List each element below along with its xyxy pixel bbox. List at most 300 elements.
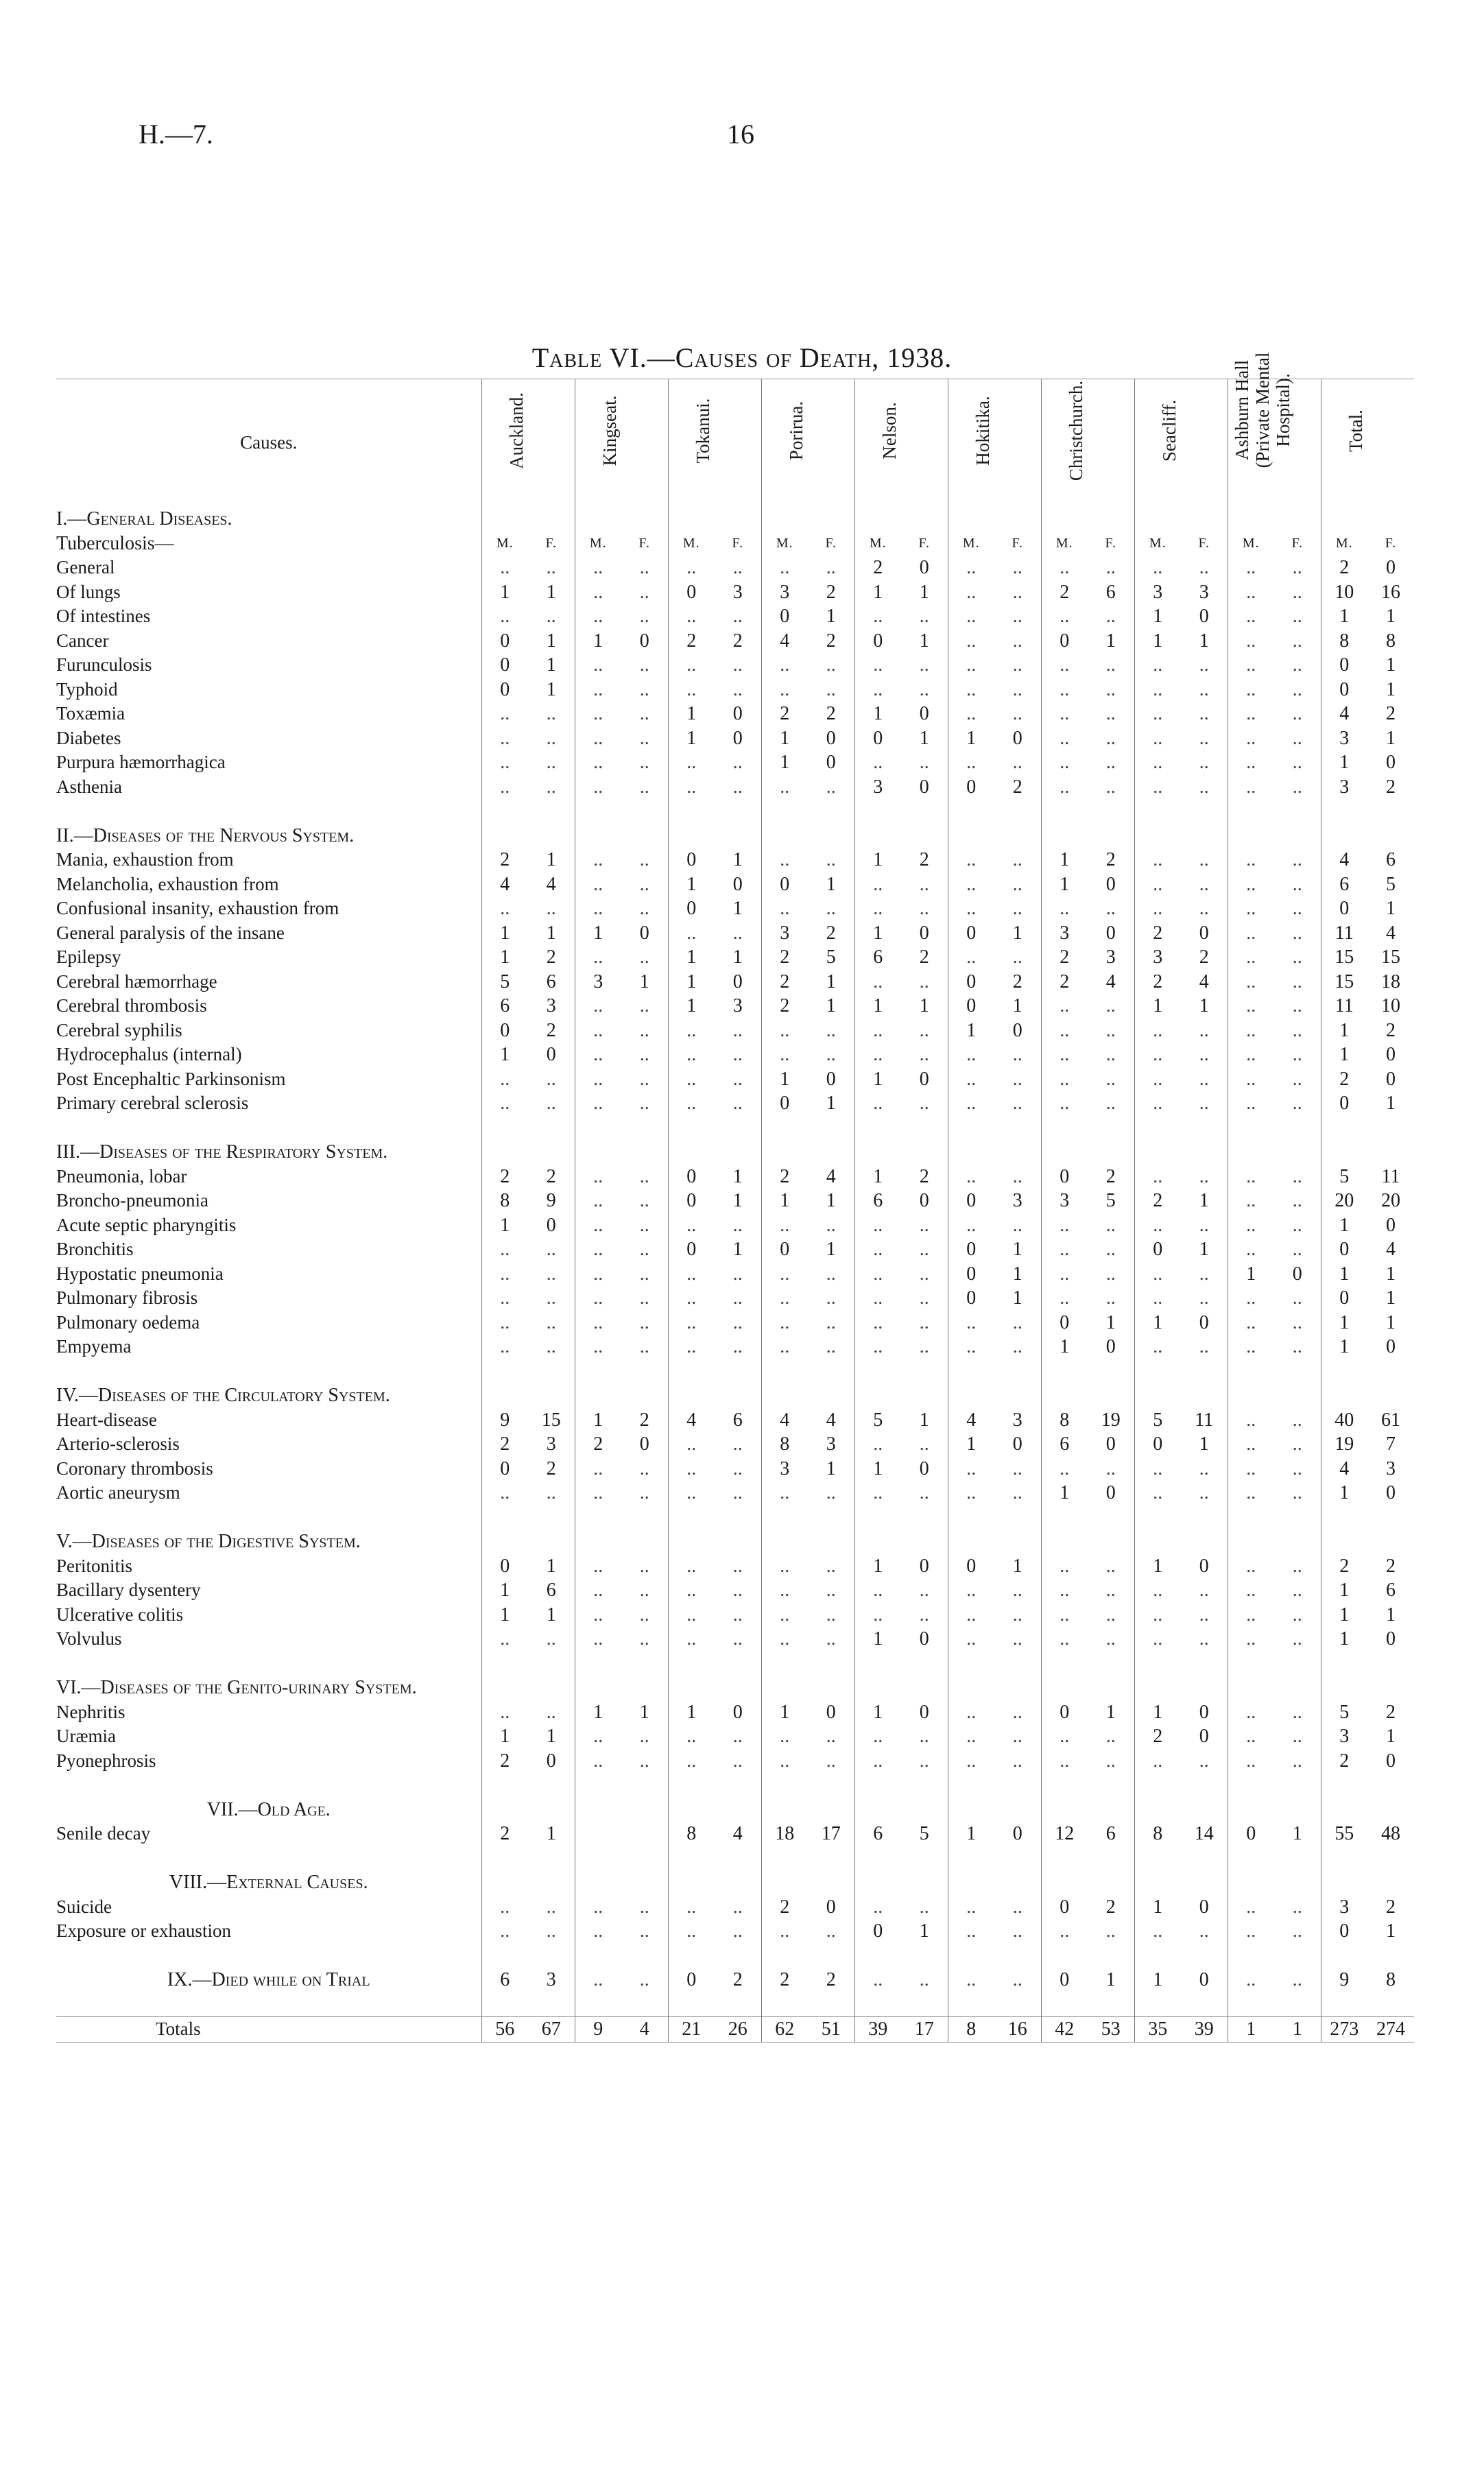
value-m: .. (575, 1724, 621, 1749)
value-f: .. (732, 1896, 743, 1918)
spacer-cell (1088, 1944, 1134, 1968)
spacer-cell (1181, 799, 1228, 824)
value-f: 8 (1386, 1969, 1396, 1990)
cause-row (56, 678, 1414, 702)
value-f: .. (1199, 752, 1209, 773)
totals-row (56, 2017, 1414, 2043)
value-m: .. (481, 726, 528, 751)
value-f: 0 (1199, 1896, 1209, 1918)
value-m: 8 (481, 1189, 528, 1213)
value-m: 1 (1321, 1481, 1367, 1505)
value-m: .. (575, 994, 621, 1019)
value-f: .. (1012, 1896, 1022, 1918)
empty-cell (621, 1383, 668, 1408)
empty-cell (1088, 824, 1134, 848)
value-f: .. (1292, 1409, 1302, 1431)
value-f: .. (732, 1750, 743, 1772)
value-m: .. (854, 750, 901, 775)
value-m: .. (1134, 1627, 1181, 1652)
value-m: 1 (854, 1457, 901, 1481)
value-m: .. (854, 1724, 901, 1749)
value-m: .. (668, 1749, 715, 1774)
empty-cell (1088, 1870, 1134, 1895)
spacer-cell (575, 1359, 621, 1384)
spacer-cell (854, 1652, 901, 1676)
spacer-cell (1181, 1992, 1228, 2017)
value-m: 0 (668, 848, 715, 872)
empty-cell (528, 1529, 575, 1554)
value-m: .. (575, 702, 621, 726)
value-f: 0 (826, 752, 836, 773)
spacer-cell (808, 1944, 854, 1968)
value-m: .. (575, 1481, 621, 1505)
value-f: .. (546, 1482, 556, 1503)
value-f: 2 (826, 581, 836, 603)
cause-row (56, 556, 1414, 580)
value-f: .. (1012, 1580, 1022, 1601)
value-m: .. (668, 1895, 715, 1920)
value-f: .. (1292, 849, 1302, 870)
spacer-cell (1134, 1505, 1181, 1530)
value-f: .. (639, 1604, 649, 1626)
sub-f-label: F. (918, 535, 931, 551)
spacer-row (56, 1773, 1414, 1798)
value-f: 2 (1199, 946, 1209, 968)
value-m: .. (1228, 1578, 1274, 1603)
empty-cell (761, 1870, 808, 1895)
value-m: .. (1041, 1237, 1088, 1262)
value-m: .. (948, 750, 994, 775)
value-f: .. (639, 1580, 649, 1601)
spacer-cell (1367, 1846, 1414, 1871)
empty-cell (621, 824, 668, 848)
column-header (1041, 379, 1134, 508)
value-f: 1 (826, 1239, 836, 1260)
value-f: 1 (1386, 654, 1396, 676)
empty-cell (901, 1529, 948, 1554)
value-m: 4 (668, 1408, 715, 1433)
value-f: .. (639, 752, 649, 773)
spacer-cell (1228, 799, 1274, 824)
value-f: .. (732, 752, 743, 773)
value-f: 2 (1386, 703, 1396, 724)
value-f: .. (1292, 776, 1302, 798)
cause-row (56, 1189, 1414, 1213)
value-f: 1 (639, 970, 649, 992)
value-m: .. (575, 945, 621, 970)
value-m: .. (1228, 1603, 1274, 1628)
value-m: .. (1041, 1457, 1088, 1481)
spacer-cell (481, 799, 528, 824)
spacer-cell (901, 1359, 948, 1384)
value-m: .. (668, 1603, 715, 1628)
spacer-cell (1321, 1944, 1367, 1968)
empty-cell (808, 1140, 854, 1165)
value-f: .. (826, 1920, 836, 1942)
value-f: .. (1292, 1896, 1302, 1918)
cause-row (56, 1213, 1414, 1238)
cause-label: Cerebral hæmorrhage (56, 970, 217, 992)
value-m: 1 (575, 629, 621, 654)
value-m: 1 (1321, 1043, 1367, 1067)
value-m: 1 (1321, 750, 1367, 775)
empty-cell (994, 1140, 1041, 1165)
empty-cell (528, 824, 575, 848)
value-f: 0 (1386, 1336, 1396, 1357)
value-m: 1 (854, 580, 901, 605)
value-m: .. (1228, 1213, 1274, 1238)
value-m: 3 (1041, 921, 1088, 946)
value-f: 1 (826, 995, 836, 1016)
value-m: .. (1228, 678, 1274, 702)
value-m: .. (1041, 1019, 1088, 1043)
empty-cell (994, 1676, 1041, 1700)
section-heading-row (56, 1383, 1414, 1408)
value-f: 0 (1199, 922, 1209, 944)
value-f: 6 (546, 1580, 556, 1601)
value-m: 18 (761, 1822, 808, 1846)
value-f: 3 (1012, 1409, 1022, 1431)
value-f: .. (1199, 849, 1209, 870)
spacer-cell (1228, 1505, 1274, 1530)
value-m: 6 (481, 1968, 528, 1992)
cause-label: Of intestines (56, 606, 151, 626)
value-f: .. (1012, 1604, 1022, 1626)
value-m: .. (668, 1919, 715, 1944)
value-f: 1 (732, 1239, 743, 1260)
spacer-cell (948, 799, 994, 824)
column-header-label: Auckland. (505, 392, 527, 469)
value-m: 2 (1134, 921, 1181, 946)
value-f: .. (919, 1093, 929, 1114)
value-m: 8 (761, 1432, 808, 1457)
value-f: .. (1105, 1457, 1116, 1479)
value-m: 20 (1321, 1189, 1367, 1213)
cause-row (56, 1724, 1414, 1749)
value-f: .. (1012, 1482, 1022, 1503)
value-f: .. (1199, 1920, 1209, 1942)
value-f: .. (826, 1311, 836, 1333)
value-m: .. (668, 1213, 715, 1238)
value-m: .. (481, 896, 528, 921)
value-f: 0 (1386, 557, 1396, 578)
value-f: .. (546, 1336, 556, 1357)
spacer-row (56, 1505, 1414, 1530)
value-m: .. (575, 678, 621, 702)
cause-label: Post Encephaltic Parkinsonism (56, 1068, 286, 1089)
value-f: .. (732, 1068, 743, 1090)
value-f: 39 (1181, 2017, 1228, 2043)
value-m: .. (1134, 1919, 1181, 1944)
value-f: .. (1199, 703, 1209, 724)
value-f: .. (1105, 1068, 1116, 1090)
empty-cell (1367, 1383, 1414, 1408)
cause-label: Epilepsy (56, 946, 121, 967)
value-f: 1 (639, 1701, 649, 1723)
value-m: .. (575, 1603, 621, 1628)
spacer-cell (668, 1116, 715, 1141)
value-m: 1 (761, 750, 808, 775)
spacer-cell (994, 1944, 1041, 1968)
value-m: .. (1134, 1067, 1181, 1092)
value-m: 4 (761, 629, 808, 654)
value-f: .. (546, 557, 556, 578)
value-m: 273 (1321, 2017, 1367, 2043)
value-m: .. (1134, 848, 1181, 872)
value-f: .. (732, 1604, 743, 1626)
value-m: .. (575, 1067, 621, 1092)
value-m: 0 (948, 1554, 994, 1579)
value-m: 1 (668, 726, 715, 751)
column-header-label: Hokitika. (972, 396, 993, 466)
cause-row (56, 896, 1414, 921)
empty-cell (575, 1140, 621, 1165)
value-m: 0 (761, 1091, 808, 1116)
value-f: 3 (1386, 1457, 1396, 1479)
value-f: .. (1012, 581, 1022, 603)
value-m: .. (668, 1262, 715, 1287)
value-f: .. (1105, 1044, 1116, 1065)
value-m: .. (854, 1043, 901, 1067)
value-f: .. (1199, 1214, 1209, 1236)
spacer-cell (1274, 1505, 1321, 1530)
cause-row (56, 629, 1414, 654)
value-f: .. (826, 1214, 836, 1236)
value-m: .. (668, 1432, 715, 1457)
value-f: 1 (919, 995, 929, 1016)
spacer-cell (481, 1992, 528, 2017)
value-f: 0 (826, 1068, 836, 1090)
cause-label: Cerebral syphilis (56, 1019, 182, 1040)
sub-f-label: F. (638, 535, 651, 551)
empty-cell (901, 1383, 948, 1408)
value-f: 0 (919, 1701, 929, 1723)
spacer-cell (761, 1846, 808, 1871)
value-m: 1 (1228, 1262, 1274, 1287)
value-m: .. (854, 1432, 901, 1457)
spacer-cell (761, 1359, 808, 1384)
value-f: .. (1105, 1628, 1116, 1650)
cause-row (56, 1919, 1414, 1944)
empty-cell (901, 1676, 948, 1700)
value-m: 0 (948, 921, 994, 946)
value-f: 0 (1199, 1726, 1209, 1747)
cause-row (56, 726, 1414, 751)
empty-cell (994, 1798, 1041, 1822)
value-f: .. (1012, 703, 1022, 724)
value-m: .. (948, 1311, 994, 1335)
value-m: .. (761, 1335, 808, 1359)
value-f: 2 (826, 703, 836, 724)
cause-label: General (56, 557, 115, 577)
spacer-cell (528, 1846, 575, 1871)
value-f: 0 (919, 1555, 929, 1577)
value-f: .. (826, 1263, 836, 1285)
value-f: .. (639, 1239, 649, 1260)
value-m: 5 (854, 1408, 901, 1433)
value-m: .. (1134, 1603, 1181, 1628)
value-m: .. (1134, 1578, 1181, 1603)
cause-label: Pulmonary oedema (56, 1311, 200, 1333)
empty-cell (994, 507, 1041, 532)
value-m: 6 (1321, 872, 1367, 897)
cause-row (56, 1286, 1414, 1311)
spacer-cell (994, 1992, 1041, 2017)
spacer-cell (668, 1773, 715, 1798)
value-m: .. (668, 1457, 715, 1481)
spacer-cell (1367, 1116, 1414, 1141)
spacer-cell (948, 1773, 994, 1798)
cause-row (56, 1627, 1414, 1652)
cause-label: Diabetes (56, 727, 121, 748)
empty-cell (761, 1140, 808, 1165)
value-f: .. (1105, 727, 1116, 749)
empty-cell (481, 1676, 528, 1700)
empty-cell (1228, 1140, 1274, 1165)
value-m: .. (1228, 945, 1274, 970)
empty-cell (854, 1798, 901, 1822)
value-m: 2 (761, 1895, 808, 1920)
value-f: 0 (919, 776, 929, 798)
value-f: .. (1012, 630, 1022, 652)
sub-m-label: M. (668, 532, 715, 556)
value-m: .. (575, 653, 621, 678)
spacer-cell (1228, 1846, 1274, 1871)
value-f: 6 (1386, 1580, 1396, 1601)
empty-cell (528, 507, 575, 532)
value-m: 1 (1228, 2017, 1274, 2043)
value-f: .. (1292, 1628, 1302, 1650)
spacer-cell (1041, 1505, 1088, 1530)
value-f: .. (639, 1969, 649, 1990)
spacer-cell (528, 1944, 575, 1968)
value-f: .. (639, 1726, 649, 1747)
value-m: .. (761, 556, 808, 580)
value-f: .. (639, 727, 649, 749)
value-m: 1 (575, 921, 621, 946)
empty-cell (668, 1383, 715, 1408)
sub-f-label: F. (1105, 535, 1117, 551)
empty-cell (1181, 1676, 1228, 1700)
spacer-cell (1274, 1652, 1321, 1676)
spacer-cell (668, 1992, 715, 2017)
cause-label: Hydrocephalus (internal) (56, 1044, 242, 1064)
value-f: 19 (1101, 1409, 1121, 1431)
value-m: 6 (481, 994, 528, 1019)
value-m: .. (668, 1578, 715, 1603)
cause-row (56, 921, 1414, 946)
value-m: 12 (1041, 1822, 1088, 1846)
value-m: 0 (854, 1919, 901, 1944)
value-m: .. (1134, 1335, 1181, 1359)
empty-cell (1367, 1676, 1414, 1700)
value-m: .. (854, 1603, 901, 1628)
value-f: .. (1199, 1263, 1209, 1285)
spacer-cell (1367, 1944, 1414, 1968)
value-m: .. (948, 580, 994, 605)
value-m: .. (1041, 775, 1088, 800)
cause-row (56, 1749, 1414, 1774)
spacer-cell (854, 1505, 901, 1530)
value-f: 2 (1386, 1555, 1396, 1577)
value-f: .. (1012, 1457, 1022, 1479)
value-m: 1 (668, 1700, 715, 1725)
value-m: 2 (481, 1822, 528, 1846)
value-m: 0 (481, 1019, 528, 1043)
value-m: .. (1134, 556, 1181, 580)
spacer-cell (1321, 799, 1367, 824)
value-f: 1 (546, 849, 556, 870)
value-m: 3 (1134, 580, 1181, 605)
value-f: 1 (1386, 1604, 1396, 1626)
cause-label: Cancer (56, 630, 109, 651)
value-m: .. (481, 556, 528, 580)
value-f: .. (1292, 678, 1302, 700)
value-f: 2 (1012, 776, 1022, 798)
value-f: 16 (994, 2017, 1041, 2043)
value-f: .. (1105, 1239, 1116, 1260)
spacer-cell (1321, 1116, 1367, 1141)
value-f: 1 (1199, 995, 1209, 1016)
value-m: 1 (481, 1213, 528, 1238)
spacer-cell (715, 1505, 761, 1530)
spacer-cell (528, 799, 575, 824)
spacer-cell (994, 1652, 1041, 1676)
value-m: 3 (761, 580, 808, 605)
value-f: 15 (1381, 946, 1400, 968)
empty-cell (715, 1140, 761, 1165)
value-f: .. (1012, 654, 1022, 676)
spacer-cell (1181, 1944, 1228, 1968)
value-m: .. (854, 1578, 901, 1603)
spacer-cell (715, 799, 761, 824)
value-m: .. (854, 604, 901, 629)
value-m: .. (575, 604, 621, 629)
value-f: 5 (1105, 1190, 1116, 1211)
value-f: .. (1012, 752, 1022, 773)
cause-label: Tuberculosis— (56, 532, 174, 554)
value-m: .. (575, 1919, 621, 1944)
value-m: .. (1228, 1919, 1274, 1944)
empty-cell (1367, 507, 1414, 532)
value-m: 3 (1321, 1895, 1367, 1920)
spacer-cell (1274, 1846, 1321, 1871)
value-m: 0 (668, 580, 715, 605)
cause-label: Melancholia, exhaustion from (56, 873, 279, 894)
value-f: 20 (1381, 1190, 1400, 1211)
value-f: .. (1292, 1580, 1302, 1601)
empty-cell (481, 507, 528, 532)
spacer-cell (56, 1992, 481, 2017)
empty-cell (1134, 1676, 1181, 1700)
value-f: 0 (1386, 1068, 1396, 1090)
value-f: .. (1199, 898, 1209, 919)
value-f: .. (919, 1482, 929, 1503)
value-f: 0 (639, 630, 649, 652)
value-f: .. (1199, 1580, 1209, 1601)
value-m: .. (1228, 1189, 1274, 1213)
value-f: .. (1292, 752, 1302, 773)
value-m: 2 (761, 702, 808, 726)
column-header-label: Total. (1345, 409, 1366, 452)
value-m: .. (481, 1311, 528, 1335)
value-m: .. (761, 1627, 808, 1652)
spacer-cell (761, 1992, 808, 2017)
value-m: 8 (1321, 629, 1367, 654)
empty-cell (854, 1140, 901, 1165)
value-f: 0 (919, 557, 929, 578)
value-m: .. (1134, 872, 1181, 897)
